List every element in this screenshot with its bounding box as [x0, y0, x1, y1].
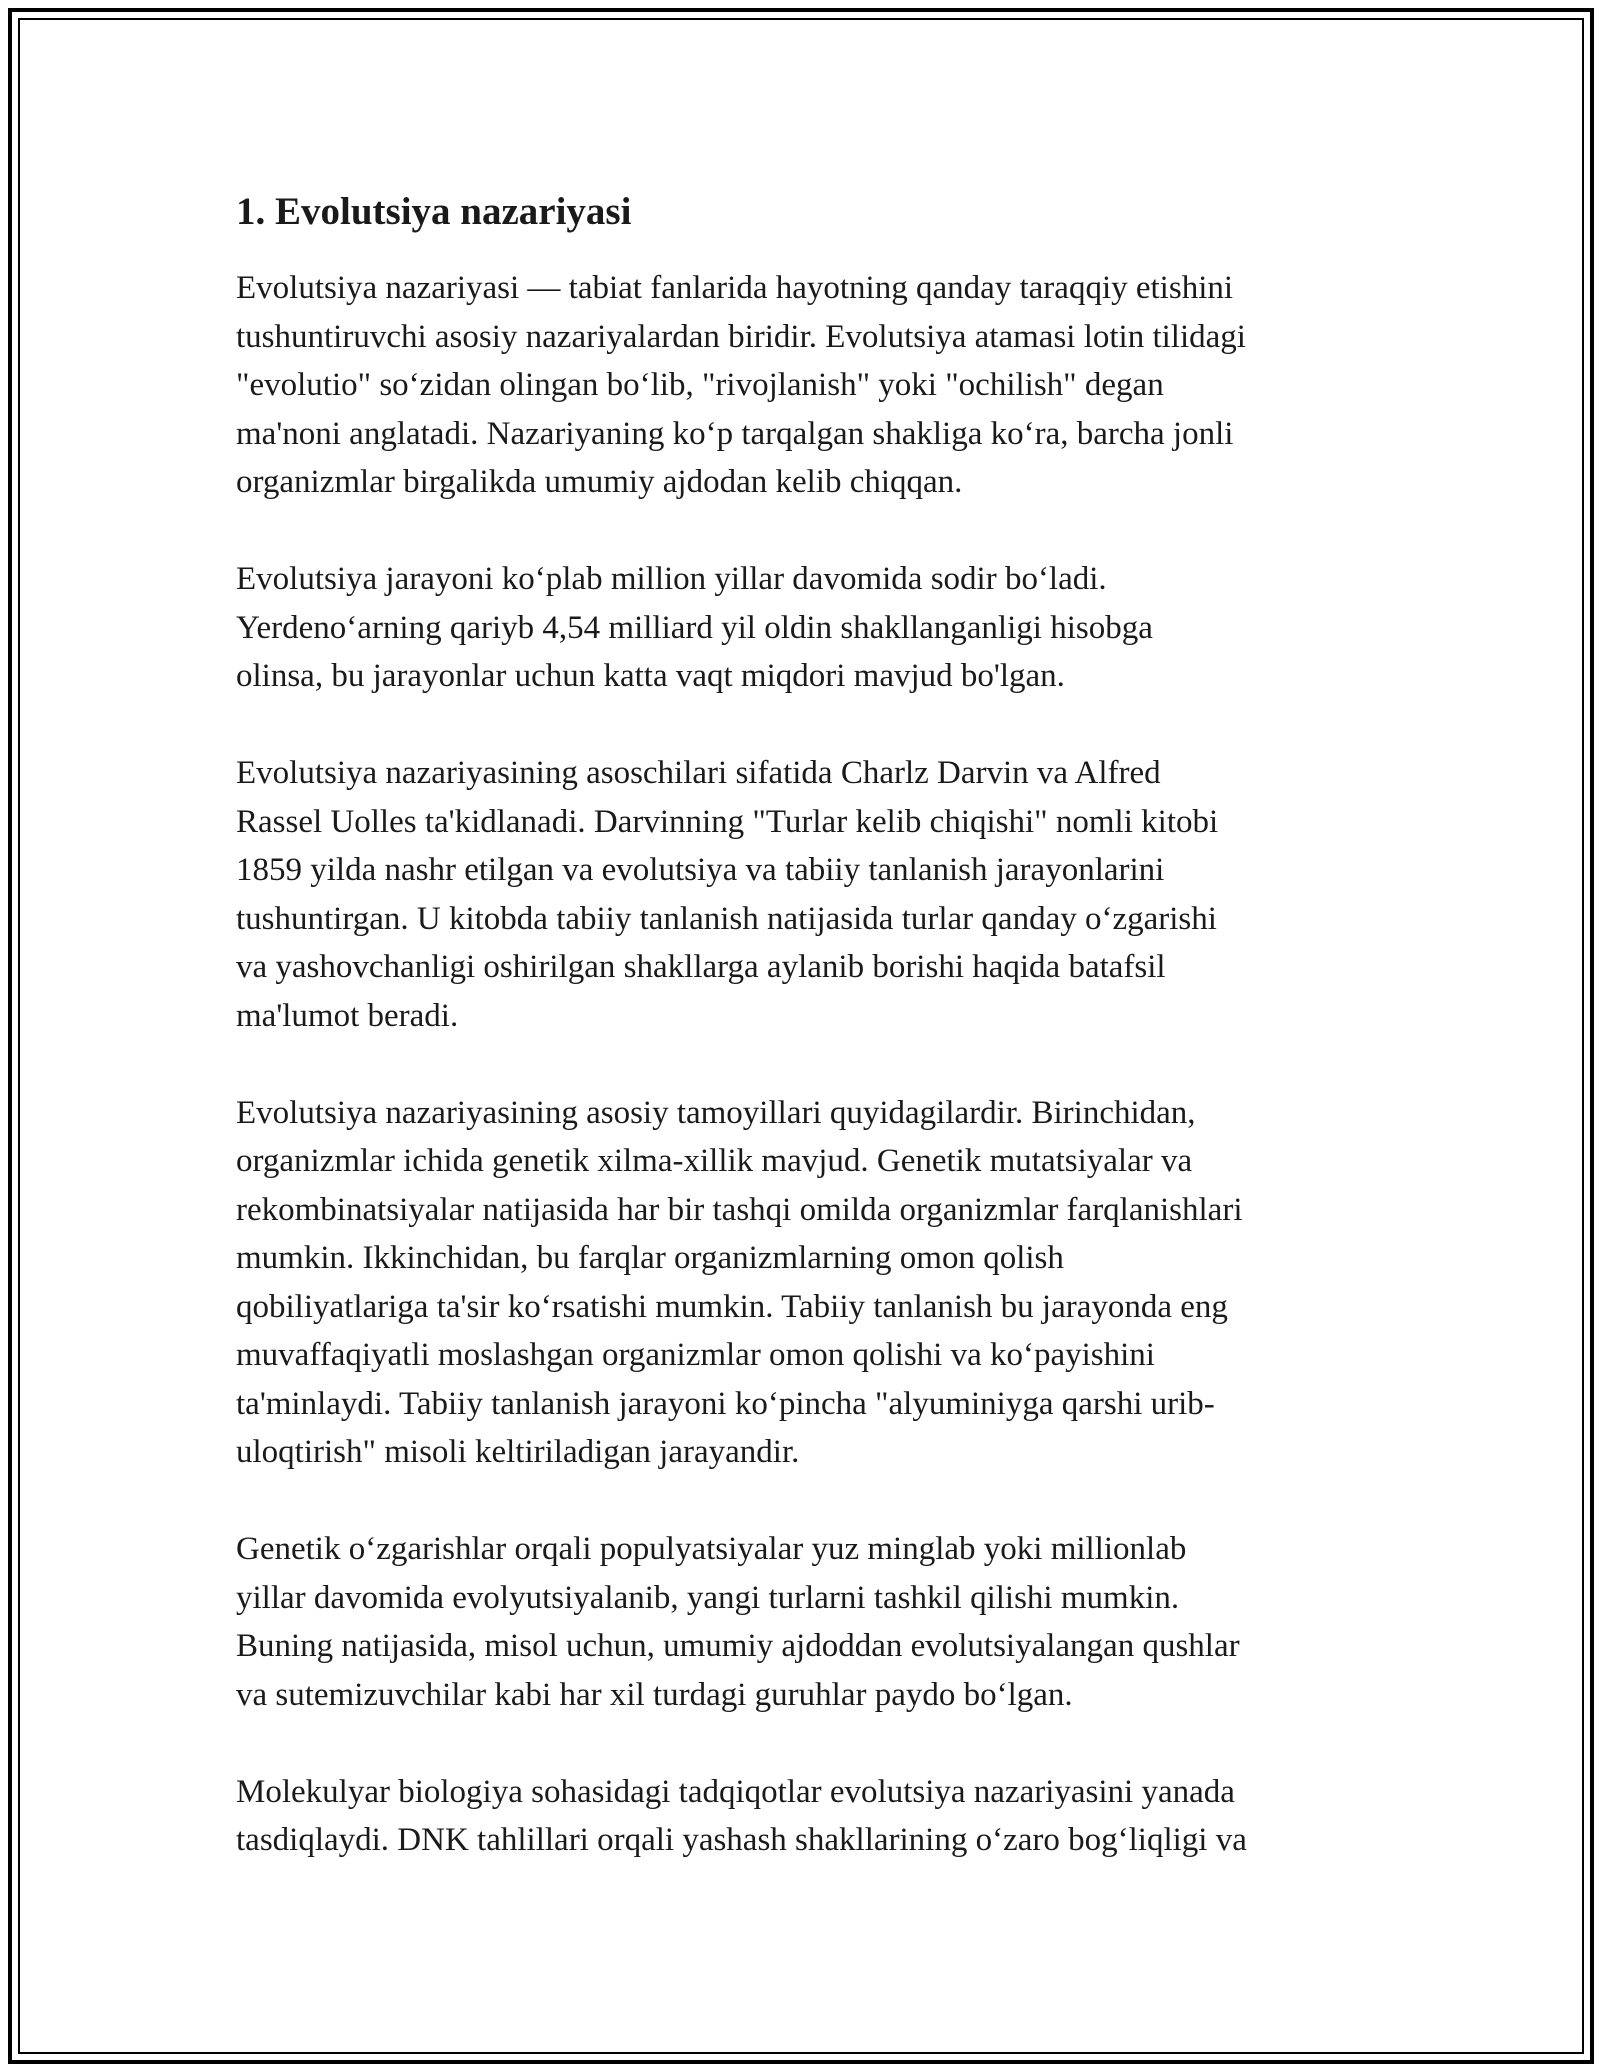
paragraph-3: Evolutsiya nazariyasining asoschilari sifatida Charlz Darvin va Alfred Rassel Uolles ta'kidlanadi. Darvinning "Turlar kelib chiqishi" nomli kitobi 1859 yilda nashr etilgan va evolutsiya va tabiiy tanlanish jarayonlarini tushuntirgan. U kitobda tabiiy tanlanish natijasida turlar qanday o‘zgarishi va yashovchanligi oshirilgan shakllarga aylanib borishi haqida batafsil ma'lumot beradi. — [236, 755, 1219, 1034]
document-body — [236, 186, 1376, 1913]
paragraph-6: Molekulyar biologiya sohasidagi tadqiqotlar evolutsiya nazariyasini yanada tasdiqlaydi. DNK tahlillari orqali yashash shakllarining o‘zaro bog‘liqligi va — [236, 1773, 1247, 1858]
paragraph-1: Evolutsiya nazariyasi — tabiat fanlarida hayotning qanday taraqqiy etishini tushuntiruvchi asosiy nazariyalardan biridir. Evolutsiya atamasi lotin tilidagi "evolutio" so‘zidan olingan bo‘lib, "rivojlanish" yoki "ochilish" degan ma'noni anglatadi. Nazariyaning ko‘p tarqalgan shakliga ko‘ra, barcha jonli organizmlar birgalikda umumiy ajdodan kelib chiqqan. — [236, 270, 1246, 500]
paragraph-2: Evolutsiya jarayoni ko‘plab million yillar davomida sodir bo‘ladi. Yerdeno‘arning qariyb 4,54 milliard yil oldin shakllanganligi hisobga olinsa, bu jarayonlar uchun katta vaqt miqdori mavjud bo'lgan. — [236, 561, 1153, 694]
section-heading: 1. Evolutsiya nazariyasi — [236, 190, 632, 233]
paragraph-4: Evolutsiya nazariyasining asosiy tamoyillari quyidagilardir. Birinchidan, organizmlar ichida genetik xilma-xillik mavjud. Genetik mutatsiyalar va rekombinatsiyalar natijasida har bir tashqi omilda organizmlar farqlanishlari mumkin. Ikkinchidan, bu farqlar organizmlarning omon qolish qobiliyatlariga ta'sir ko‘rsatishi mumkin. Tabiiy tanlanish bu jarayonda eng muvaffaqiyatli moslashgan organizmlar omon qolishi va ko‘payishini ta'minlaydi. Tabiiy tanlanish jarayoni ko‘pincha "alyuminiyga qarshi urib- uloqtirish" misoli keltiriladigan jarayandir. — [236, 1094, 1243, 1470]
paragraph-5: Genetik o‘zgarishlar orqali populyatsiyalar yuz minglab yoki millionlab yillar davomida evolyutsiyalanib, yangi turlarni tashkil qilishi mumkin. Buning natijasida, misol uchun, umumiy ajdoddan evolutsiyalangan qushlar va sutemizuvchilar kabi har xil turdagi guruhlar paydo bo‘lgan. — [236, 1531, 1240, 1713]
